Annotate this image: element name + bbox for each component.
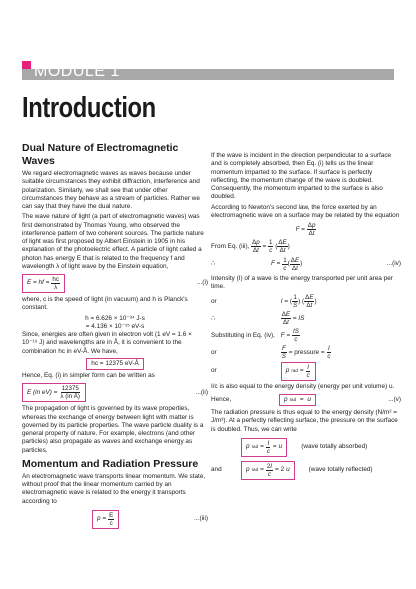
paragraph: Intensity (I) of a wave is the energy transported per unit area per time. (211, 275, 393, 291)
equation-i (22, 274, 208, 293)
paragraph: I/c is also equal to the energy density (energy per unit volume) u. (211, 382, 395, 390)
pressure-row: or $\frac{F}{S}$ = pressure = $\frac{I}{c}$ (211, 344, 331, 360)
fraction (51, 276, 60, 291)
absorbed-box: p rad = $\frac{I}{c}$ = u (241, 438, 287, 457)
h-value-1: h = 6.626 × 10⁻³⁴ J-s (85, 314, 145, 322)
eq-lhs: p = (97, 515, 107, 523)
paragraph: The propagation of light is governed by its wave properties, whereas the exchange of energy between light with matter is governed by its particle properties. The wave particle duality is a general property of nature. For example, electrons (and other particles) also propagate as waves and exchange energy as particles. (22, 405, 204, 454)
substituting-label: Substituting in Eq. (iv), (211, 331, 275, 339)
eq-number: ...(iii) (194, 515, 208, 523)
equation-box (92, 510, 119, 529)
equation-box: p rad = u (279, 394, 316, 406)
intensity-row-1: or I = ( $\frac{1}{S}$ ) ( $\frac{\Delta E}{\Delta t}$ ) (211, 293, 317, 309)
numerator: hc (52, 276, 59, 283)
paragraph: Since, energies are often given in electron volt (1 eV = 1.6 × 10⁻¹⁹ J) and wavelengths are in Å, it is convenient to the combination hc in eV-Å. We have, (22, 331, 192, 355)
force-equation: F = $\frac{\Delta p}{\Delta t}$ (295, 222, 316, 237)
substitution-row: Substituting in Eq. (iv), F = $\frac{IS}{c}$ (211, 327, 299, 343)
hence-label: Hence, (211, 395, 232, 403)
intensity-row-2: ∴ $\frac{\Delta E}{\Delta t}$ = IS (211, 310, 305, 326)
eq-lhs: E = hf = (27, 279, 50, 287)
hc-box: hc = 12375 eV-Å (86, 358, 143, 370)
numerator: E (109, 511, 114, 519)
paragraph: According to Newton's second law, the force exerted by an electromagnetic wave on a surface may be related by the equation (211, 203, 400, 219)
equation-iv: ∴ F = $\frac{1}{c}$ ( $\frac{\Delta E}{\Delta t}$ ) ...(iv) (211, 257, 401, 272)
equation-box (22, 383, 86, 402)
numerator: 12375 (61, 385, 79, 393)
h-value-2: = 4.136 × 10⁻¹⁵ eV-s (85, 322, 145, 330)
eq-number: ...(v) (388, 395, 401, 403)
equation-box (22, 274, 65, 293)
therefore-symbol: ∴ (211, 260, 216, 268)
equation-ii (22, 383, 208, 402)
and-label: and (211, 466, 222, 474)
paragraph: We regard electromagnetic waves as waves because under suitable circumstances they exhibit diffraction, interference and polarization. Similarly, we shall see that under other circumstances they behave as a stream of particles. Rather we can say that they have the dual nature. (22, 170, 200, 210)
heading-dual-nature: Dual Nature of Electromagnetic Waves (22, 142, 179, 167)
eq-number: ...(iv) (386, 260, 401, 268)
from-eq-iii-row: From Eq. (iii), $\frac{\Delta p}{\Delta t}$ = $\frac{1}{c}$ ( $\frac{\Delta E}{\Delta t}$ ) (211, 239, 290, 254)
pressure-text: = pressure = (288, 348, 325, 356)
or-label: or (211, 366, 217, 374)
paragraph: where, c is the speed of light (in vacuum) and h is Planck's constant. (22, 296, 188, 312)
denominator: λ (54, 284, 58, 291)
denominator: λ (in Å) (60, 393, 80, 401)
paragraph: The wave nature of light (a part of electromagnetic waves) was first demonstrated by Thomas Young, who observed the interference pattern of two coherent sources. The particle nature of light was first proposed by Albert Einstein in 1905 in his explanation of the photoelectric effect. A particle of light called a photon has energy E that is related to the frequency f and wavelength λ of light wave by the Einstein equation, (22, 213, 204, 270)
therefore-symbol: ∴ (211, 314, 216, 322)
module-label: MODULE 1 (34, 63, 120, 80)
paragraph: If the wave is incident in the direction perpendicular to a surface and is completely absorbed, then Eq. (i) tells us the linear momentum imparted to the surface. If surface is perfectly reflecting, the momentum change of the wave is doubled. Consequently, the momentum imparted to the surface is also doubled. (211, 152, 392, 201)
heading-momentum: Momentum and Radiation Pressure (22, 457, 199, 470)
fraction (108, 512, 114, 527)
equation-iii (22, 510, 208, 529)
eq-lhs: E (in eV) = (27, 388, 58, 396)
absorbed-row (211, 438, 401, 457)
prad-box: p rad = $\frac{I}{c}$ (281, 362, 316, 381)
paragraph: The radiation pressure is thus equal to the energy density (N/m² = J/m³). At a perfectly reflecting surface, the pressure on the surface is doubled. Thus, we can write (211, 409, 398, 433)
paragraph: Hence, Eq. (i) in simpler form can be written as (22, 372, 155, 379)
from-eq-label: From Eq. (iii), (211, 243, 250, 251)
left-column (22, 142, 208, 532)
prad-row (211, 362, 401, 381)
eq-number: ...(i) (196, 279, 208, 287)
or-label: or (211, 348, 217, 356)
reflected-row (211, 461, 401, 480)
absorbed-note: (wave totally absorbed) (301, 443, 368, 451)
right-column (211, 152, 401, 484)
eq-number: ...(ii) (195, 388, 208, 396)
page-title: Introduction (22, 92, 156, 124)
fraction (59, 385, 81, 400)
equation-v (211, 394, 401, 406)
or-label: or (211, 297, 217, 305)
reflected-box: p rad = $\frac{2I}{c}$ = 2 u (241, 461, 295, 480)
reflected-note: (wave totally reflected) (308, 466, 373, 474)
hc-row (22, 358, 208, 370)
denominator: c (109, 519, 113, 527)
paragraph: An electromagnetic wave transports linear momentum. We state, without proof that the linear momentum carried by an electromagnetic wave is related to the energy it transports according to (22, 472, 206, 505)
